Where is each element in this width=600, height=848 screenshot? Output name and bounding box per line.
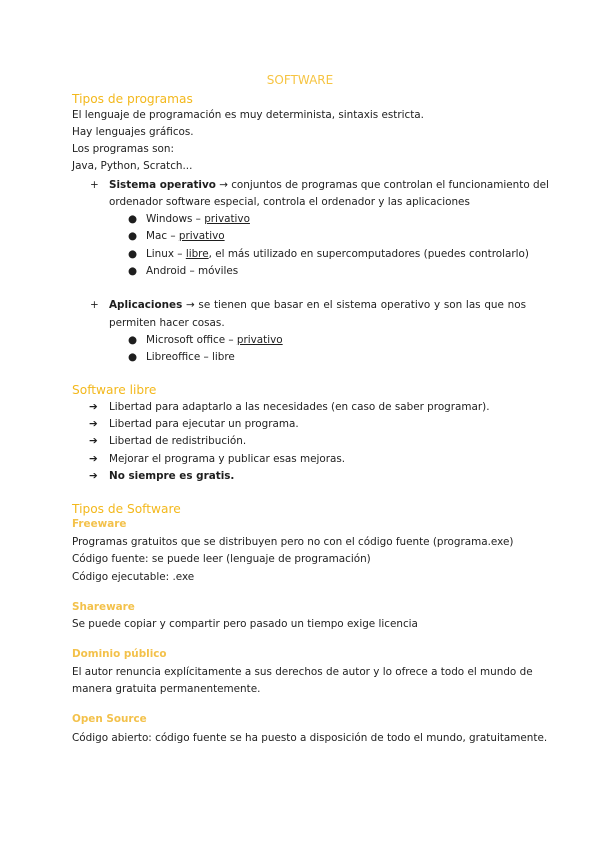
paragraph-line: El lenguaje de programación es muy determinista, sintaxis estricta. (72, 109, 424, 121)
list-item-aplicaciones (109, 297, 526, 314)
page-title: SOFTWARE (266, 73, 334, 87)
subheading-shareware: Shareware (72, 601, 135, 613)
bold-term: Aplicaciones (109, 299, 183, 311)
list-item: Libertad de redistribución. (109, 435, 247, 447)
paragraph-line: Se puede copiar y compartir pero pasado un tiempo exige licencia (72, 618, 418, 630)
dot-bullet-icon: ● (128, 351, 138, 363)
sub-item-microsoft-office: Microsoft office – privativo (146, 334, 283, 346)
paragraph-line: Programas gratuitos que se distribuyen pero no con el código fuente (programa.exe) (72, 536, 514, 548)
arrow-bullet-icon: ➔ (89, 470, 98, 482)
paragraph-line: Código ejecutable: .exe (72, 571, 195, 583)
item-text: → se tienen que basar en el sistema operativo y son las que nos (182, 299, 526, 311)
subheading-dominio-publico: Dominio público (72, 648, 167, 660)
list-item: Libertad para adaptarlo a las necesidades (en caso de saber programar). (109, 401, 490, 413)
arrow-bullet-icon: ➔ (89, 453, 98, 465)
subheading-open-source: Open Source (72, 713, 147, 725)
paragraph-line: Los programas son: (72, 143, 174, 155)
sub-item-libreoffice: Libreoffice – libre (146, 351, 235, 363)
paragraph-line: Código fuente: se puede leer (lenguaje de programación) (72, 553, 371, 565)
paragraph-line: Código abierto: código fuente se ha puesto a disposición de todo el mundo, gratuitamente. (72, 732, 548, 744)
sub-item-mac: Mac – privativo (146, 230, 225, 242)
plus-bullet-icon: + (90, 179, 99, 191)
dot-bullet-icon: ● (128, 334, 138, 346)
dot-bullet-icon: ● (128, 248, 138, 260)
list-item-bold: No siempre es gratis. (109, 470, 235, 482)
sub-item-windows: Windows – privativo (146, 213, 250, 225)
section-heading-software-libre: Software libre (72, 383, 157, 397)
list-item: Mejorar el programa y publicar esas mejoras. (109, 453, 346, 465)
plus-bullet-icon: + (90, 299, 99, 311)
arrow-bullet-icon: ➔ (89, 401, 98, 413)
dot-bullet-icon: ● (128, 265, 138, 277)
bold-term: Sistema operativo (109, 179, 216, 191)
list-item-continuation: ordenador software especial, controla el ordenador y las aplicaciones (109, 196, 470, 208)
section-heading-tipos-programas: Tipos de programas (72, 92, 193, 106)
arrow-bullet-icon: ➔ (89, 418, 98, 430)
arrow-bullet-icon: ➔ (89, 435, 98, 447)
paragraph-line: manera gratuita permanentemente. (72, 683, 261, 695)
section-heading-tipos-software: Tipos de Software (72, 502, 181, 516)
list-item-sistema-operativo (109, 177, 549, 194)
dot-bullet-icon: ● (128, 230, 138, 242)
subheading-freeware: Freeware (72, 518, 127, 530)
dot-bullet-icon: ● (128, 213, 138, 225)
sub-item-android: Android – móviles (146, 265, 239, 277)
list-item-continuation: permiten hacer cosas. (109, 317, 225, 329)
list-item: Libertad para ejecutar un programa. (109, 418, 299, 430)
paragraph-line: Java, Python, Scratch... (72, 160, 193, 172)
paragraph-line: Hay lenguajes gráficos. (72, 126, 194, 138)
sub-item-linux: Linux – libre, el más utilizado en supercomputadores (puedes controlarlo) (146, 248, 529, 260)
paragraph-line-justified: El autor renuncia explícitamente a sus derechos de autor y lo ofrece a todo el mundo de (72, 666, 533, 678)
item-text: → conjuntos de programas que controlan el funcionamiento del (215, 179, 549, 191)
